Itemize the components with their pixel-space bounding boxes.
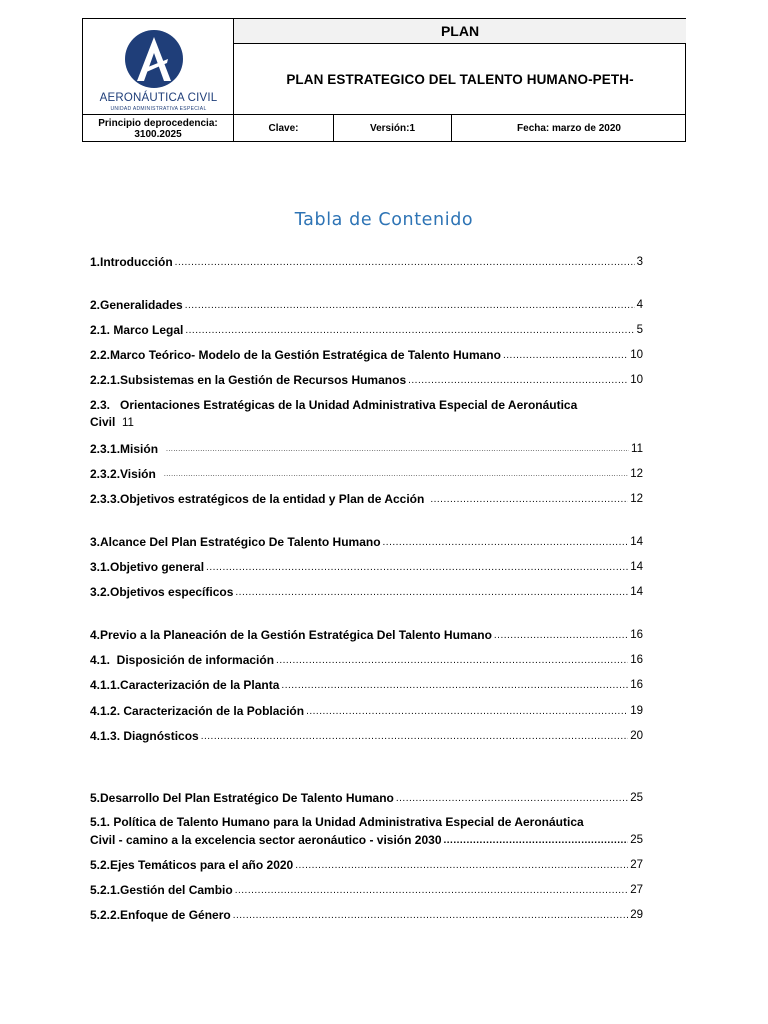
toc-leader-dots: [233, 909, 629, 923]
toc-leader-dots: [185, 299, 635, 313]
toc-entry-label-line1: 2.3. Orientaciones Estratégicas de la Unidad Administrativa Especial de Aeronáutica: [90, 398, 578, 412]
toc-entry[interactable]: [90, 254, 643, 270]
toc-entry[interactable]: [90, 372, 643, 388]
toc-entry-label-line2: Civil - camino a la excelencia sector aeronáutico - visión 2030: [90, 833, 442, 847]
document-header-table: [82, 18, 686, 142]
toc-entry[interactable]: [90, 466, 643, 482]
logo-cell: [83, 19, 234, 115]
toc-entry-label-line2: Civil: [90, 415, 116, 429]
toc-entry-label: 4.Previo a la Planeación de la Gestión Estratégica Del Talento Humano: [90, 628, 492, 642]
toc-entry[interactable]: [90, 627, 643, 643]
toc-entry-label: 4.1. Disposición de información: [90, 653, 275, 667]
toc-leader-dots: [306, 705, 628, 719]
doc-type: PLAN: [234, 19, 686, 44]
toc-entry-label: 2.2.Marco Teórico- Modelo de la Gestión Estratégica de Talento Humano: [90, 348, 501, 362]
toc-entry-label: 5.2.1.Gestión del Cambio: [90, 883, 233, 897]
toc-entry-line2: [90, 831, 643, 848]
toc-entry-label: 5.2.2.Enfoque de Género: [90, 908, 231, 922]
toc-entry[interactable]: [90, 534, 643, 550]
toc-entry-page: 16: [630, 629, 643, 641]
toc-entry-label: 5.2.Ejes Temáticos para el año 2020: [90, 858, 294, 872]
toc-leader-dots: [201, 730, 629, 744]
principle-value: 3100.2025: [134, 128, 182, 140]
toc-entry-label: 4.1.1.Caracterización de la Planta: [90, 678, 280, 692]
principle-cell: [83, 115, 234, 142]
org-subtitle: UNIDAD ADMINISTRATIVA ESPECIAL: [110, 106, 207, 112]
toc-entry-label: 2.3.1.Misión: [90, 442, 159, 456]
toc-leader-dots: [494, 629, 628, 643]
toc-leader-dots: [276, 654, 628, 668]
toc-entry-label: 4.1.2. Caracterización de la Población: [90, 704, 305, 718]
toc-entry-page: 25: [630, 834, 643, 846]
toc-entry[interactable]: [90, 857, 643, 873]
toc-leader-dots: [281, 679, 628, 693]
toc-entry-label: 3.1.Objetivo general: [90, 560, 205, 574]
toc-entry-page: 10: [630, 349, 643, 361]
org-name: AERONÁUTICA CIVIL: [99, 92, 218, 104]
toc-entry-label: 3.Alcance Del Plan Estratégico De Talento Humano: [90, 535, 381, 549]
toc-entry-label: 2.2.1.Subsistemas en la Gestión de Recursos Humanos: [90, 373, 407, 387]
clave-cell: Clave:: [234, 115, 334, 142]
toc-title: Tabla de Contenido: [294, 210, 474, 230]
toc-entry-page: 12: [630, 493, 643, 505]
aeronautica-logo-icon: [123, 29, 185, 91]
toc-entry[interactable]: [90, 441, 643, 457]
toc-entry-page: 10: [630, 374, 643, 386]
toc-entry[interactable]: [90, 652, 643, 668]
toc-entry[interactable]: [90, 790, 643, 806]
toc-entry[interactable]: [90, 297, 643, 313]
toc-entry-page: 3: [636, 256, 643, 268]
toc-entry-page: 12: [630, 468, 643, 480]
toc-leader-dots: [206, 561, 628, 575]
toc-leader-dots: [383, 536, 629, 550]
toc-entry[interactable]: [90, 677, 643, 693]
doc-title: PLAN ESTRATEGICO DEL TALENTO HUMANO-PETH-: [234, 44, 686, 115]
toc-entry-page: 4: [636, 299, 643, 311]
toc-entry[interactable]: [90, 882, 643, 898]
toc-leader-dots: [175, 256, 635, 270]
toc-entry-page: 27: [630, 884, 643, 896]
toc-entry-label: 1.Introducción: [90, 255, 173, 269]
toc-entry-page: 29: [630, 909, 643, 921]
toc-entry-page: 16: [630, 654, 643, 666]
toc-entry-label: 2.3.3.Objetivos estratégicos de la entidad y Plan de Acción: [90, 492, 425, 506]
toc-entry-label-line1: 5.1. Política de Talento Humano para la Unidad Administrativa Especial de Aeronáutica: [90, 815, 584, 829]
toc-entry-multiline[interactable]: [90, 397, 643, 432]
principle-label: Principio deprocedencia:: [98, 117, 218, 129]
toc-entry-page: 11: [122, 417, 134, 429]
toc-leader-dots: [408, 374, 628, 388]
toc-entry[interactable]: [90, 703, 643, 719]
toc-entry-page: 27: [630, 859, 643, 871]
toc-entry-label: 4.1.3. Diagnósticos: [90, 729, 199, 743]
toc-entry-page: 11: [631, 443, 643, 455]
toc-entry[interactable]: [90, 559, 643, 575]
toc-entry-page: 14: [630, 586, 643, 598]
toc-entry[interactable]: [90, 728, 643, 744]
toc-leader-dots: [396, 792, 628, 806]
toc-entry-label: 2.3.2.Visión: [90, 467, 156, 481]
toc-leader-dots: [444, 834, 629, 848]
toc-leader-dots: [185, 324, 634, 338]
toc-entry[interactable]: [90, 491, 643, 507]
toc-leader-dots: [430, 493, 628, 507]
toc-entry-page: 19: [630, 705, 643, 717]
toc-leader-dots: [503, 349, 628, 363]
toc-entry-page: 20: [630, 730, 643, 742]
toc-entry[interactable]: [90, 347, 643, 363]
toc-entry-label: 3.2.Objetivos específicos: [90, 585, 234, 599]
toc-entry-page: 5: [636, 324, 643, 336]
toc-entry[interactable]: [90, 907, 643, 923]
version-cell: Versión:1: [334, 115, 452, 142]
toc-entry[interactable]: [90, 322, 643, 338]
toc-leader-dots: [166, 443, 629, 457]
toc-leader-dots: [235, 884, 628, 898]
toc-entry-page: 25: [630, 792, 643, 804]
toc-entry-multiline[interactable]: [90, 814, 643, 848]
toc-entry-page: 14: [630, 561, 643, 573]
toc-entry[interactable]: [90, 584, 643, 600]
toc-entry-label: 2.Generalidades: [90, 298, 183, 312]
toc-entry-page: 16: [630, 679, 643, 691]
date-cell: Fecha: marzo de 2020: [517, 123, 621, 134]
toc-leader-dots: [164, 468, 628, 482]
toc-leader-dots: [235, 586, 628, 600]
toc-entry-label: 2.1. Marco Legal: [90, 323, 184, 337]
toc-leader-dots: [295, 859, 628, 873]
toc-entry-label: 5.Desarrollo Del Plan Estratégico De Talento Humano: [90, 791, 394, 805]
toc-entry-page: 14: [630, 536, 643, 548]
